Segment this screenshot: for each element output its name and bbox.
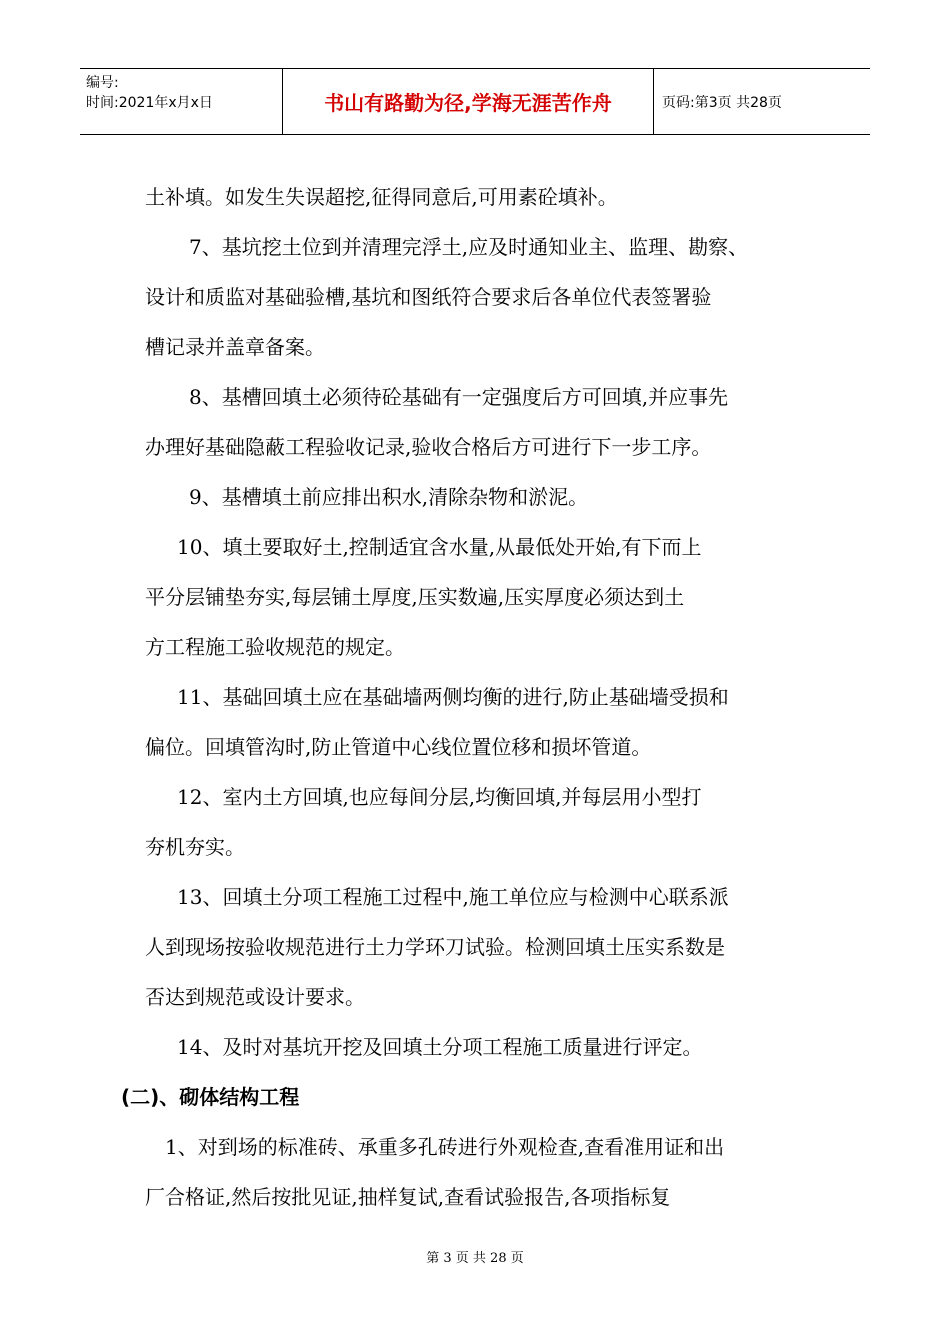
section-heading: (二)、砌体结构工程 xyxy=(121,1085,300,1109)
body-line: 槽记录并盖章备案。 xyxy=(145,335,325,359)
document-time-label: 时间:2021年x月x日 xyxy=(86,95,213,111)
page-footer: 第 3 页 共 28 页 xyxy=(426,1251,524,1266)
body-line: 方工程施工验收规范的规定。 xyxy=(145,635,405,659)
body-line: 10、填土要取好土,控制适宜含水量,从最低处开始,有下而上 xyxy=(177,535,702,559)
body-line: 否达到规范或设计要求。 xyxy=(145,985,365,1009)
header-motto: 书山有路勤为径,学海无涯苦作舟 xyxy=(282,69,654,134)
body-line: 9、基槽填土前应排出积水,清除杂物和淤泥。 xyxy=(189,485,589,509)
body-line: 厂合格证,然后按批见证,抽样复试,查看试验报告,各项指标复 xyxy=(145,1185,671,1209)
page-header xyxy=(80,68,870,135)
document-body xyxy=(121,172,815,1222)
body-line: 办理好基础隐蔽工程验收记录,验收合格后方可进行下一步工序。 xyxy=(145,435,712,459)
body-line: 平分层铺垫夯实,每层铺土厚度,压实数遍,压实厚度必须达到土 xyxy=(145,585,685,609)
body-line: 夯机夯实。 xyxy=(145,835,245,859)
header-page-info: 页码:第3页 共28页 xyxy=(662,94,782,111)
document-number-label: 编号: xyxy=(86,75,119,91)
body-line: 土补填。如发生失误超挖,征得同意后,可用素砼填补。 xyxy=(145,185,618,209)
body-line: 14、及时对基坑开挖及回填土分项工程施工质量进行评定。 xyxy=(177,1035,703,1059)
body-line: 1、对到场的标准砖、承重多孔砖进行外观检查,查看准用证和出 xyxy=(165,1135,725,1159)
body-line: 12、室内土方回填,也应每间分层,均衡回填,并每层用小型打 xyxy=(177,785,702,809)
body-line: 设计和质监对基础验槽,基坑和图纸符合要求后各单位代表签署验 xyxy=(145,285,712,309)
header-left-cell xyxy=(80,69,282,134)
body-line: 8、基槽回填土必须待砼基础有一定强度后方可回填,并应事先 xyxy=(189,385,729,409)
body-line: 人到现场按验收规范进行土力学环刀试验。检测回填土压实系数是 xyxy=(145,935,725,959)
body-line: 11、基础回填土应在基础墙两侧均衡的进行,防止基础墙受损和 xyxy=(177,685,729,709)
body-line: 偏位。回填管沟时,防止管道中心线位置位移和损坏管道。 xyxy=(145,735,652,759)
body-line: 7、基坑挖土位到并清理完浮土,应及时通知业主、监理、勘察、 xyxy=(189,235,749,259)
body-line: 13、回填土分项工程施工过程中,施工单位应与检测中心联系派 xyxy=(177,885,729,909)
